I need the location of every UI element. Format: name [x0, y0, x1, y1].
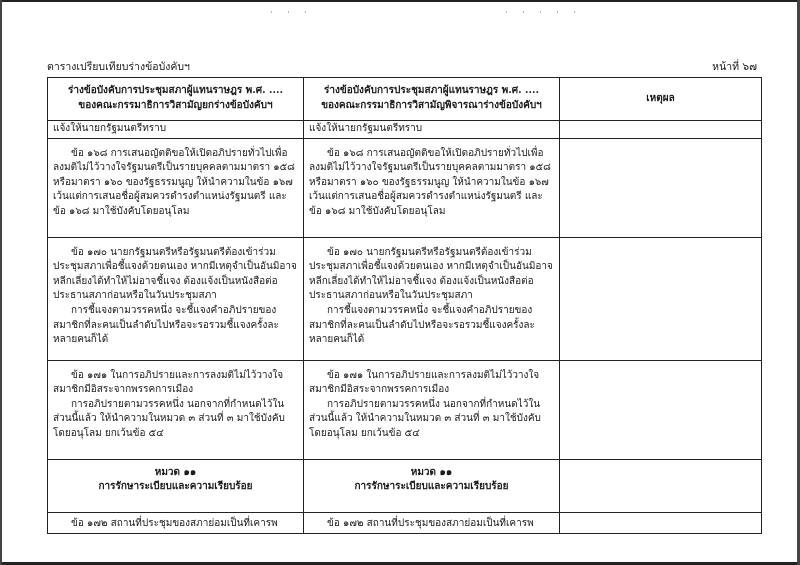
- chapter-subtitle: การรักษาระเบียบและความเรียบร้อย: [354, 481, 509, 493]
- clause-text: ข้อ ๑๗๒ สถานที่ประชุมของสภาย่อมเป็นที่เคารพ: [327, 517, 534, 529]
- table-header-row: [48, 78, 762, 121]
- clause-text: การชี้แจงตามวรรคหนึ่ง จะชี้แจงคำอภิปรายของสมาชิกที่ละคนเป็นลำดับไปหรือจะรอรวมชี้แจงครั้งละหลายคนก็ได้: [309, 304, 535, 346]
- clause-text: การชี้แจงตามวรรคหนึ่ง จะชี้แจงคำอภิปรายของสมาชิกที่ละคนเป็นลำดับไปหรือจะรอรวมชี้แจงครั้งละหลายคนก็ได้: [53, 304, 279, 346]
- document-title: ตารางเปรียบเทียบร่างข้อบังคับฯ: [47, 61, 190, 73]
- reason-cell: [560, 121, 762, 139]
- chapter-title: หมวด ๑๑: [154, 466, 197, 478]
- chapter-title: หมวด ๑๑: [410, 466, 453, 478]
- column-header-reason: เหตุผล: [560, 78, 762, 121]
- clause-text: ข้อ ๑๗๐ นายกรัฐมนตรีหรือรัฐมนตรีต้องเข้าร่วมประชุมสภาเพื่อชี้แจงด้วยตนเอง หากมีเหตุจำเป็นอันมิอาจหลีกเลี่ยงได้ทำให้ไม่อาจชี้แจง ต้องแจ้งเป็นหนังสือต่อประธานสภาก่อนหรือในวันประชุมสภา: [309, 246, 553, 302]
- column-header-line: ของคณะกรรมาธิการวิสามัญยกร่างข้อบังคับฯ: [78, 100, 273, 111]
- table-cell: [48, 360, 304, 459]
- table-cell: [48, 237, 304, 360]
- scan-artifact: · · · · ·: [505, 8, 582, 17]
- reason-cell: [560, 138, 762, 237]
- table-row: [48, 512, 762, 534]
- table-cell: แจ้งให้นายกรัฐมนตรีทราบ: [304, 121, 560, 139]
- table-row: [48, 237, 762, 360]
- page-header: [47, 58, 757, 74]
- clause-text: การอภิปรายตามวรรคหนึ่ง นอกจากที่กำหนดไว้ในส่วนนี้แล้ว ให้นำความในหมวด ๓ ส่วนที่ ๓ มาใช้บังคับโดยอนุโลม ยกเว้นข้อ ๕๔: [309, 398, 541, 439]
- reason-cell: [560, 512, 762, 534]
- column-header-line: ร่างข้อบังคับการประชุมสภาผู้แทนราษฎร พ.ศ. ....: [68, 85, 283, 97]
- table-row: [48, 459, 762, 512]
- clause-text: ข้อ ๑๖๘ การเสนอญัตติขอให้เปิดอภิปรายทั่วไปเพื่อลงมติไม่ไว้วางใจรัฐมนตรีเป็นรายบุคคลตามมาตรา ๑๕๘ หรือมาตรา ๑๖๐ ของรัฐธรรมนูญ ให้นำความในข้อ ๑๖๗ เว้นแต่การเสนอชื่อผู้สมควรดำรงตำแหน่งรัฐมนตรี และข้อ ๑๖๘ มาใช้บังคับโดยอนุโลม: [53, 147, 295, 217]
- reason-cell: [560, 237, 762, 360]
- chapter-heading-cell: [48, 459, 304, 512]
- clause-text: ข้อ ๑๗๑ ในการอภิปรายและการลงมติไม่ไว้วางใจสมาชิกมีอิสระจากพรรคการเมือง: [309, 369, 540, 396]
- page-number: หน้าที่ ๖๗: [712, 61, 757, 73]
- chapter-subtitle: การรักษาระเบียบและความเรียบร้อย: [98, 481, 253, 493]
- scan-artifact: · · ·: [270, 8, 313, 17]
- table-cell: [48, 138, 304, 237]
- clause-text: ข้อ ๑๗๐ นายกรัฐมนตรีหรือรัฐมนตรีต้องเข้าร่วมประชุมสภาเพื่อชี้แจงด้วยตนเอง หากมีเหตุจำเป็นอันมิอาจหลีกเลี่ยงได้ทำให้ไม่อาจชี้แจง ต้องแจ้งเป็นหนังสือต่อประธานสภาก่อนหรือในวันประชุมสภา: [53, 246, 297, 302]
- clause-text: ข้อ ๑๗๑ ในการอภิปรายและการลงมติไม่ไว้วางใจสมาชิกมีอิสระจากพรรคการเมือง: [53, 369, 284, 396]
- chapter-heading-cell: [304, 459, 560, 512]
- column-header-committee-draft: [48, 78, 304, 121]
- column-header-line: ของคณะกรรมาธิการวิสามัญพิจารณาร่างข้อบังคับฯ: [321, 100, 542, 111]
- table-cell: [48, 512, 304, 534]
- table-cell: [304, 237, 560, 360]
- page-left-edge: [0, 0, 2, 565]
- clause-text: การอภิปรายตามวรรคหนึ่ง นอกจากที่กำหนดไว้ในส่วนนี้แล้ว ให้นำความในหมวด ๓ ส่วนที่ ๓ มาใช้บังคับโดยอนุโลม ยกเว้นข้อ ๕๔: [53, 398, 285, 439]
- reason-cell: [560, 360, 762, 459]
- reason-cell: [560, 459, 762, 512]
- table-cell: [304, 360, 560, 459]
- table-row: [48, 138, 762, 237]
- table-cell: [304, 512, 560, 534]
- table-row: [48, 121, 762, 139]
- table-row: [48, 360, 762, 459]
- column-header-review-draft: [304, 78, 560, 121]
- column-header-line: ร่างข้อบังคับการประชุมสภาผู้แทนราษฎร พ.ศ. ....: [324, 85, 539, 97]
- page-top-edge: [0, 0, 800, 2]
- table-cell: แจ้งให้นายกรัฐมนตรีทราบ: [48, 121, 304, 139]
- clause-text: ข้อ ๑๖๘ การเสนอญัตติขอให้เปิดอภิปรายทั่วไปเพื่อลงมติไม่ไว้วางใจรัฐมนตรีเป็นรายบุคคลตามมาตรา ๑๕๘ หรือมาตรา ๑๖๐ ของรัฐธรรมนูญ ให้นำความในข้อ ๑๖๗ เว้นแต่การเสนอชื่อผู้สมควรดำรงตำแหน่งรัฐมนตรี และข้อ ๑๖๘ มาใช้บังคับโดยอนุโลม: [309, 147, 551, 217]
- table-cell: [304, 138, 560, 237]
- comparison-table: [47, 77, 762, 534]
- clause-text: ข้อ ๑๗๒ สถานที่ประชุมของสภาย่อมเป็นที่เคารพ: [71, 517, 278, 529]
